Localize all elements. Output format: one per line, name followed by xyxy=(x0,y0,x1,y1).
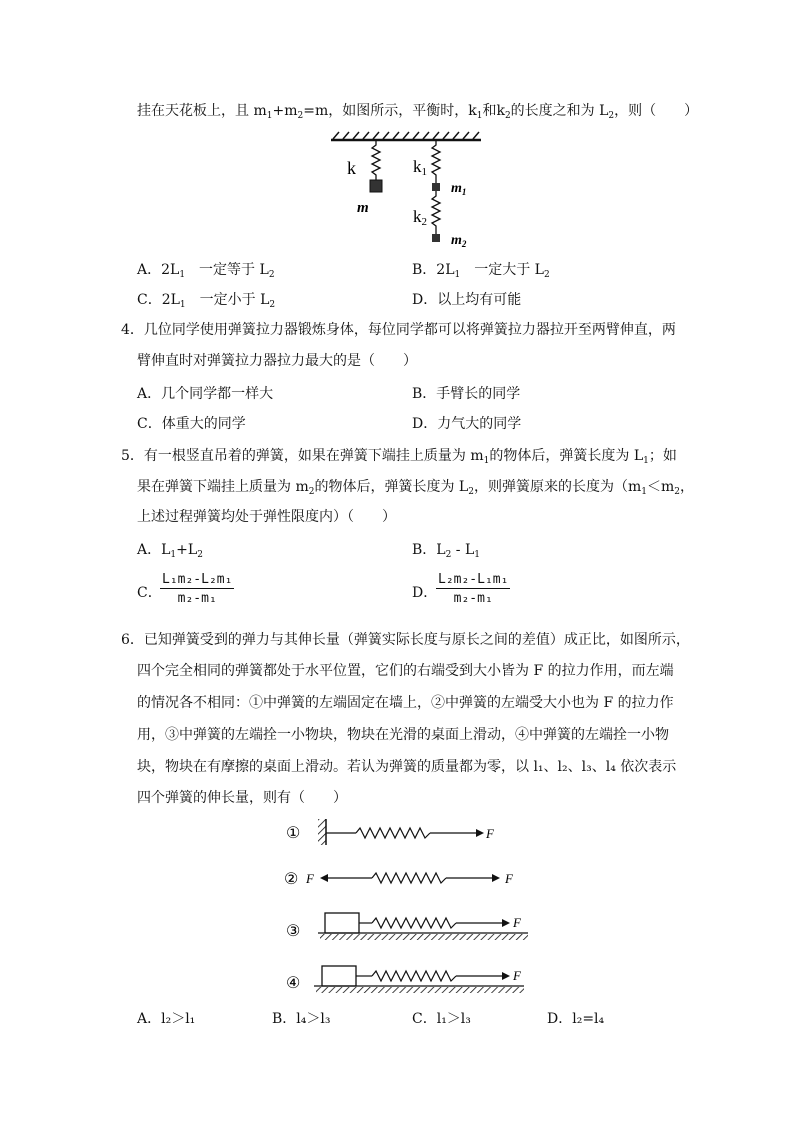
q5-stem-line1: 5．有一根竖直吊着的弹簧，如果在弹簧下端挂上质量为 $m_1$的物体后，弹簧长度为 $L_1$；如 xyxy=(121,448,677,466)
q5-option-b[interactable]: B．$L_2 - L_1$ xyxy=(412,542,480,560)
q5-option-c-fraction xyxy=(160,572,234,606)
floor-3 xyxy=(320,934,528,940)
q3-option-a[interactable]: A．$2L_1$ 一定等于 $L_2$ xyxy=(137,262,275,280)
q4-stem-line1: 4．几位同学使用弹簧拉力器锻炼身体，每位同学都可以将弹簧拉力器拉开至两臂伸直，两 xyxy=(121,322,676,338)
label-m: m xyxy=(357,200,369,216)
q6-stem-line2: 四个完全相同的弹簧都处于水平位置，它们的右端受到大小皆为 F 的拉力作用，而左端 xyxy=(137,663,674,679)
label-m2: $m_2$ xyxy=(451,233,467,249)
q6-stem-line4: 用，③中弹簧的左端拴一小物块，物块在光滑的桌面上滑动，④中弹簧的左端拴一小物 xyxy=(137,727,669,743)
q4-option-d[interactable]: D．力气大的同学 xyxy=(412,416,522,432)
q4-option-b[interactable]: B．手臂长的同学 xyxy=(412,386,521,402)
wall xyxy=(318,819,326,845)
floor-4 xyxy=(316,987,524,993)
q3-option-d[interactable]: D．以上均有可能 xyxy=(412,292,522,308)
q6-option-b[interactable]: B．l₄＞l₃ xyxy=(272,1011,331,1027)
spring-1 xyxy=(356,828,430,838)
spring-3 xyxy=(372,918,456,928)
fraction-numerator: L₁m₂-L₂m₁ xyxy=(162,572,233,587)
q3-spring-figure xyxy=(325,128,485,250)
label-case-1: ① xyxy=(286,825,301,842)
force-label-2-right: F xyxy=(505,871,513,886)
mass-m xyxy=(370,180,382,192)
q6-stem-line6: 四个弹簧的伸长量，则有（ ） xyxy=(137,790,347,806)
q4-option-c[interactable]: C．体重大的同学 xyxy=(137,416,246,432)
q4-stem-line2: 臂伸直时对弹簧拉力器拉力最大的是（ ） xyxy=(137,353,417,369)
q6-spring-figure xyxy=(280,815,540,1000)
block-4 xyxy=(322,966,356,986)
q6-option-c[interactable]: C．l₁＞l₃ xyxy=(412,1011,471,1027)
label-case-3: ③ xyxy=(286,923,301,940)
label-k: k xyxy=(347,158,356,178)
fraction-denominator: m₂-m₁ xyxy=(177,591,217,606)
label-m1: $m_1$ xyxy=(451,181,467,197)
q3-stem: 挂在天花板上，且 $m_1+m_2=m$，如图所示，平衡时，$k_1$和$k_2$的长度之和为 $L_2$，则（ ） xyxy=(137,103,699,121)
spring-k1 xyxy=(432,141,440,183)
q5-option-c-label[interactable]: C． xyxy=(137,585,162,601)
force-label-1: F xyxy=(486,826,494,841)
force-label-3: F xyxy=(513,915,521,930)
label-case-4: ④ xyxy=(286,975,301,992)
fraction-numerator: L₂m₂-L₁m₁ xyxy=(438,572,509,587)
q5-stem-line3: 上述过程弹簧均处于弹性限度内）（ ） xyxy=(137,509,396,525)
block-3 xyxy=(325,913,359,933)
q6-stem-line1: 6．已知弹簧受到的弹力与其伸长量（弹簧实际长度与原长之间的差值）成正比，如图所示， xyxy=(121,632,690,648)
spring-k2 xyxy=(432,191,440,234)
label-case-2: ② xyxy=(284,871,299,888)
q5-option-d-fraction xyxy=(436,572,510,606)
q5-stem-line2: 果在弹簧下端挂上质量为 $m_2$的物体后，弹簧长度为 $L_2$，则弹簧原来的长度为（$m_1<m_2$， xyxy=(137,479,694,497)
spring-2 xyxy=(372,873,446,883)
q4-option-a[interactable]: A．几个同学都一样大 xyxy=(137,386,274,402)
fraction-denominator: m₂-m₁ xyxy=(453,591,493,606)
label-k1: k1 xyxy=(413,157,427,178)
q3-option-c[interactable]: C．$2L_1$ 一定小于 $L_2$ xyxy=(137,292,276,310)
q6-option-d[interactable]: D．l₂=l₄ xyxy=(547,1011,605,1027)
mass-m2 xyxy=(432,234,440,242)
spring-k xyxy=(372,141,380,180)
mass-m1 xyxy=(432,183,440,191)
label-k2: k2 xyxy=(413,207,427,228)
q3-option-b[interactable]: B．$2L_1$ 一定大于 $L_2$ xyxy=(412,262,550,280)
q6-option-a[interactable]: A．l₂＞l₁ xyxy=(137,1011,196,1027)
q5-option-d-label[interactable]: D． xyxy=(412,585,438,601)
q5-option-a[interactable]: A．$L_1+L_2$ xyxy=(137,542,203,560)
spring-4 xyxy=(372,971,456,981)
force-label-4: F xyxy=(513,968,521,983)
force-label-2-left: F xyxy=(306,871,314,886)
q6-stem-line3: 的情况各不相同：①中弹簧的左端固定在墙上，②中弹簧的左端受大小也为 F 的拉力作 xyxy=(137,695,674,711)
q6-stem-line5: 块，物块在有摩擦的桌面上滑动。若认为弹簧的质量都为零，以 l₁、l₂、l₃、l₄ 依次表示 xyxy=(137,759,677,775)
